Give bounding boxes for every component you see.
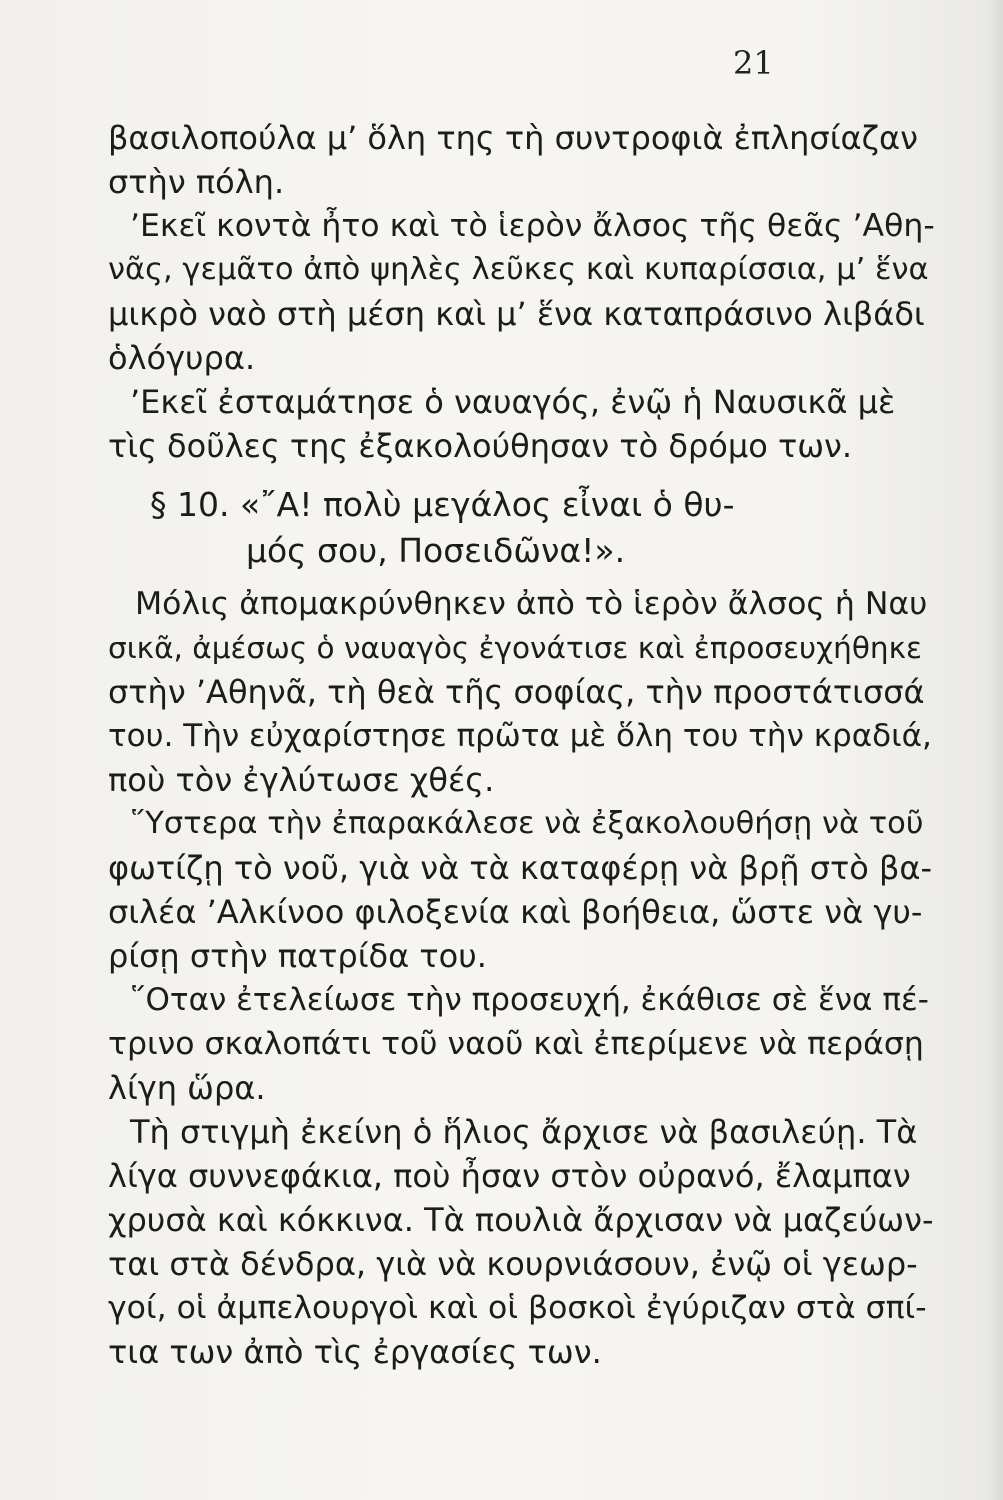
text-line: σικᾶ, ἀμέσως ὁ ναυαγὸς ἐγονάτισε καὶ ἐπροσευχήθηκε bbox=[108, 631, 922, 665]
text-line: βασιλοπούλα μ’ ὅλη της τὴ συντροφιὰ ἐπλησίαζαν bbox=[108, 119, 918, 157]
text-line: ῞Οταν ἐτελείωσε τὴν προσευχή, ἐκάθισε σὲ ἕνα πέ- bbox=[130, 982, 929, 1018]
text-line: τὶς δοῦλες της ἐξακολούθησαν τὸ δρόμο των. bbox=[108, 427, 853, 465]
text-line: ται στὰ δένδρα, γιὰ νὰ κουρνιάσουν, ἐνῷ οἱ γεωρ- bbox=[108, 1245, 918, 1283]
text-line: λίγη ὥρα. bbox=[108, 1069, 266, 1107]
text-line: νᾶς, γεμᾶτο ἀπὸ ψηλὲς λεῦκες καὶ κυπαρίσσια, μ’ ἕνα bbox=[108, 252, 929, 287]
text-line: του. Τὴν εὐχαρίστησε πρῶτα μὲ ὅλη του τὴν κραδιά, bbox=[108, 718, 932, 754]
text-line: λίγα συννεφάκια, ποὺ ἦσαν στὸν οὐρανό, ἔλαμπαν bbox=[108, 1157, 911, 1195]
text-line: τρινο σκαλοπάτι τοῦ ναοῦ καὶ ἐπερίμενε νὰ περάσῃ bbox=[108, 1026, 924, 1062]
text-line: χρυσὰ καὶ κόκκινα. Τὰ πουλιὰ ἄρχισαν νὰ μαζεύων- bbox=[108, 1201, 934, 1239]
text-line: τια των ἀπὸ τὶς ἐργασίες των. bbox=[108, 1333, 602, 1371]
text-line: στὴν ’Αθηνᾶ, τὴ θεὰ τῆς σοφίας, τὴν προστάτισσά bbox=[108, 673, 925, 711]
text-line: φωτίζῃ τὸ νοῦ, γιὰ νὰ τὰ καταφέρῃ νὰ βρῇ στὸ βα- bbox=[108, 849, 933, 887]
text-line: σιλέα ’Αλκίνοο φιλοξενία καὶ βοήθεια, ὥστε νὰ γυ- bbox=[108, 893, 923, 931]
text-line: Μόλις ἀπομακρύνθηκεν ἀπὸ τὸ ἱερὸν ἄλσος ἡ Ναυ bbox=[135, 586, 928, 622]
section-heading-line-1: § 10. «῎Α! πολὺ μεγάλος εἶναι ὁ θυ- bbox=[150, 485, 735, 524]
text-line: ὁλόγυρα. bbox=[108, 339, 256, 377]
page-number: 21 bbox=[733, 44, 774, 82]
text-line: στὴν πόλη. bbox=[108, 163, 285, 201]
text-line: ’Εκεῖ κοντὰ ἦτο καὶ τὸ ἱερὸν ἄλσος τῆς θεᾶς ’Αθη- bbox=[130, 208, 935, 244]
text-line: ποὺ τὸν ἐγλύτωσε χθές. bbox=[108, 761, 495, 799]
text-line: μικρὸ ναὸ στὴ μέση καὶ μ’ ἕνα καταπράσινο λιβάδι bbox=[108, 295, 925, 333]
text-line: γοί, οἱ ἀμπελουργοὶ καὶ οἱ βοσκοὶ ἐγύριζαν στὰ σπί- bbox=[108, 1290, 927, 1326]
text-line: Τὴ στιγμὴ ἐκείνη ὁ ἥλιος ἄρχισε νὰ βασιλεύῃ. Τὰ bbox=[130, 1113, 918, 1151]
text-line: ῞Υστερα τὴν ἐπαρακάλεσε νὰ ἐξακολουθήσῃ νὰ τοῦ bbox=[130, 806, 924, 841]
section-heading-line-2: μός σου, Ποσειδῶνα!». bbox=[246, 531, 626, 570]
text-line: ’Εκεῖ ἐσταμάτησε ὁ ναυαγός, ἐνῷ ἡ Ναυσικᾶ μὲ bbox=[130, 383, 896, 421]
text-line: ρίσῃ στὴν πατρίδα του. bbox=[108, 937, 487, 975]
page-edge-shadow bbox=[985, 0, 1003, 1500]
